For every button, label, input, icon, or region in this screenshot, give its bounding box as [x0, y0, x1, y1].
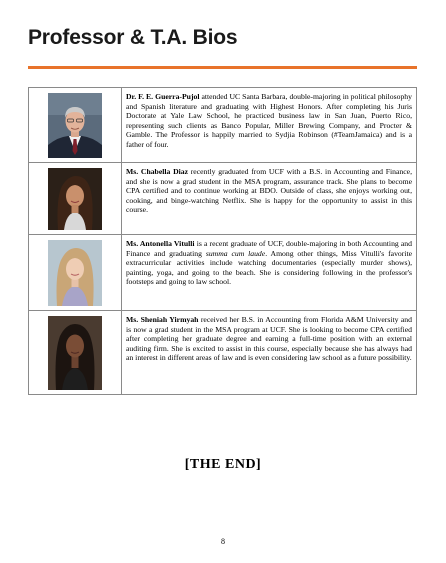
photo-cell [29, 88, 122, 163]
page-number: 8 [221, 537, 225, 546]
bio-name: Ms. Sheniah Yirmyah [126, 315, 199, 324]
photo-cell [29, 163, 122, 235]
bio-body: is a recent graduate of UCF, double-majoring in both Accounting and Finance and graduating [126, 239, 412, 258]
title-divider [28, 66, 417, 69]
bio-italic: summa cum laude [205, 248, 266, 258]
guerra-pujol-photo [48, 93, 102, 158]
bio-name: Dr. F. E. Guerra-Pujol [126, 92, 200, 101]
bio-body: recently graduated from UCF with a B.S. in Accounting and Finance, and she is now a grad student in the MSA program, assurance track. She plans to become CPA certified and to continue working at BDO. Outside of class, she enjoys working out, cooking, and binge-watching Netflix. She is happy for the opportunity to assist in this course. [126, 167, 412, 215]
bio-body: . Among other things, Miss Vitulli's favorite extracurricular activities include watching documentaries (especially murder shows), painting, yoga, and going to the beach. She is considering following in the professor's footsteps and going to law school. [126, 248, 413, 287]
bio-row [29, 235, 417, 311]
vitulli-photo [48, 240, 102, 306]
bio-name: Ms. Chabella Diaz [126, 167, 189, 176]
bio-text [122, 88, 417, 163]
bio-body: attended UC Santa Barbara, double-majoring in political philosophy and Spanish literature and graduating with Highest Honors. After completing his Juris Doctorate at Yale Law School, he practiced business law in San Juan, Puerto Rico, representing such clients as Banco Popular, Miller Brewing Company, and Procter & Gamble. The Professor is happily married to Sydjia Robinson (#TeamJamaica) and is a father of four. [126, 92, 412, 149]
photo-cell [29, 311, 122, 395]
diaz-photo [48, 168, 102, 230]
bio-name: Ms. Antonella Vitulli [126, 239, 195, 248]
photo-cell [29, 235, 122, 311]
bio-text [122, 235, 417, 311]
bio-row [29, 311, 417, 395]
bio-text [122, 163, 417, 235]
bio-row [29, 163, 417, 235]
the-end-label: [THE END] [184, 457, 262, 472]
yirmyah-photo [48, 316, 102, 390]
bio-body: received her B.S. in Accounting from Florida A&M University and is now a grad student in the MSA program at UCF. She is looking to become CPA certified after completing her graduate degree and earning a full-time position with an external auditing firm. She is excited to assist in this course, especially because she has always had an interest in different areas of law and is even considering law school as a future possibility. [126, 315, 412, 363]
bio-row [29, 88, 417, 163]
bios-table [28, 87, 417, 395]
page-title: Professor & T.A. Bios [28, 26, 238, 49]
bio-text [122, 311, 417, 395]
